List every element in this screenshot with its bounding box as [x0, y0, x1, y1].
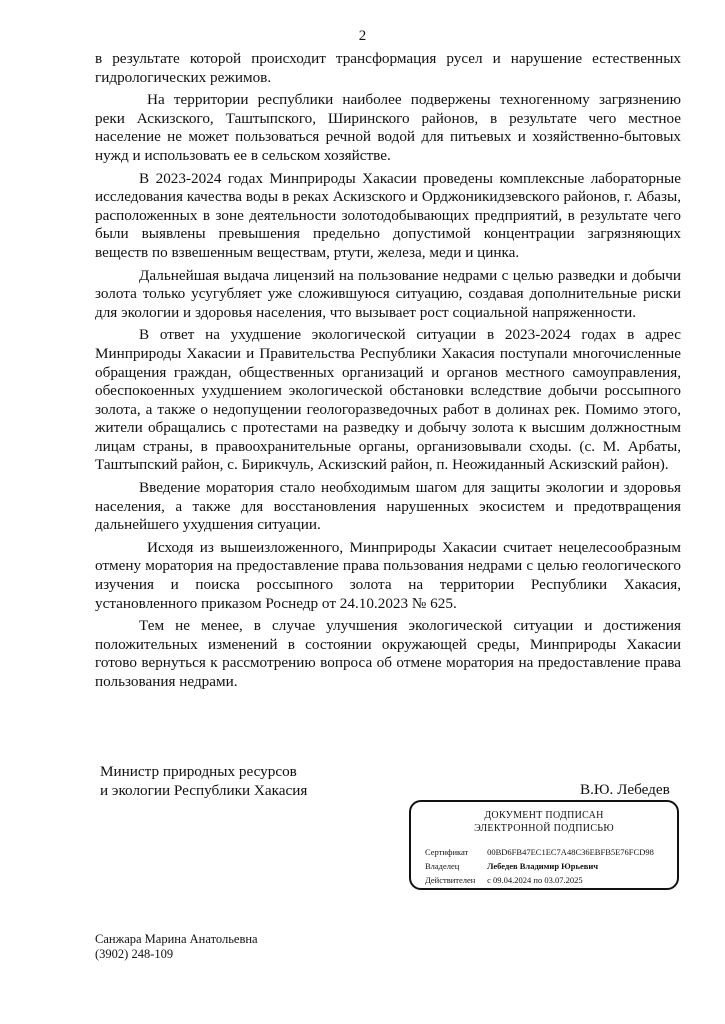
stamp-header-line: ДОКУМЕНТ ПОДПИСАН: [484, 810, 604, 821]
paragraph: В 2023-2024 годах Минприроды Хакасии проведены комплексные лабораторные исследования качества воды в реках Аскизского и Орджоникидзевского районов, г. Абазы, расположенных в зоне деятельности золотодобывающих предприятий, в результате чего были выявлены превышения предельно допустимой концентрации загрязняющих веществ по взвешенным веществам, ртути, железа, меди и цинка.: [95, 169, 681, 261]
signer-title-line: Министр природных ресурсов: [100, 763, 297, 780]
stamp-header-line: ЭЛЕКТРОННОЙ ПОДПИСЬЮ: [474, 823, 614, 834]
executor-name: Санжара Марина Анатольевна: [95, 932, 258, 946]
signer-name: В.Ю. Лебедев: [580, 781, 670, 798]
stamp-valid-label: Действителен: [425, 875, 476, 885]
stamp-certificate-row: [425, 847, 654, 857]
paragraph: Введение моратория стало необходимым шагом для защиты экологии и здоровья населения, а также для восстановления нарушенных экосистем и предотвращения дальнейшего ухудшения ситуации.: [95, 479, 681, 534]
document-body: [95, 50, 681, 696]
paragraph: Тем не менее, в случае улучшения экологической ситуации и достижения положительных изменений в состоянии окружающей среды, Минприроды Хакасии готово вернуться к рассмотрению вопроса об отмене моратория на предоставление права пользования недрами.: [95, 617, 681, 690]
executor-info: [95, 932, 258, 962]
stamp-header: [411, 809, 677, 835]
stamp-owner-value: Лебедев Владимир Юрьевич: [487, 861, 599, 871]
paragraph: На территории республики наиболее подвержены техногенному загрязнению реки Аскизского, Таштыпского, Ширинского районов, в результате чего местное население не может пользоваться речной водой для питьевых и хозяйственно-бытовых нужд и использовать ее в сельском хозяйстве.: [95, 91, 681, 164]
stamp-certificate-value: 00BD6FB47EC1EC7A48C36EBFB5E76FCD98: [487, 847, 654, 857]
signer-title-line: и экологии Республики Хакасия: [100, 782, 308, 799]
paragraph: Исходя из вышеизложенного, Минприроды Хакасии считает нецелесообразным отмену моратория на предоставление права пользования недрами с целью геологического изучения и поиска россыпного золота на территории Республики Хакасия, установленного приказом Роснедр от 24.10.2023 № 625.: [95, 538, 681, 612]
stamp-valid-row: [425, 875, 583, 885]
stamp-valid-value: с 09.04.2024 по 03.07.2025: [487, 875, 583, 885]
stamp-certificate-label: Сертификат: [425, 847, 469, 857]
executor-phone: (3902) 248-109: [95, 947, 174, 961]
stamp-owner-row: [425, 861, 598, 871]
signer-title: [100, 762, 307, 800]
paragraph: Дальнейшая выдача лицензий на пользование недрами с целью разведки и добычи золота только усугубляет уже сложившуюся ситуацию, создавая дополнительные риски для экологии и здоровья населения, что вызывает рост социальной напряженности.: [95, 266, 681, 321]
stamp-owner-label: Владелец: [425, 861, 460, 871]
page-number: 2: [358, 28, 367, 44]
paragraph: в результате которой происходит трансформация русел и нарушение естественных гидрологических режимов.: [95, 50, 681, 86]
electronic-signature-stamp: [409, 800, 679, 890]
paragraph: В ответ на ухудшение экологической ситуации в 2023-2024 годах в адрес Минприроды Хакасии и Правительства Республики Хакасия поступали многочисленные обращения граждан, общественных организаций и органов местного самоуправления, обеспокоенных ухудшением экологической обстановки вследствие добычи россыпного золота, а также о недопущении геологоразведочных работ в долинах рек. Помимо этого, жители обращались с протестами на разведку и добычу золота к высшим должностным лицам страны, в правоохранительные органы, организовывали сходы. (с. М. Арбаты, Таштыпский район, с. Бирикчуль, Аскизский район, п. Неожиданный Аскизский район).: [95, 326, 681, 474]
